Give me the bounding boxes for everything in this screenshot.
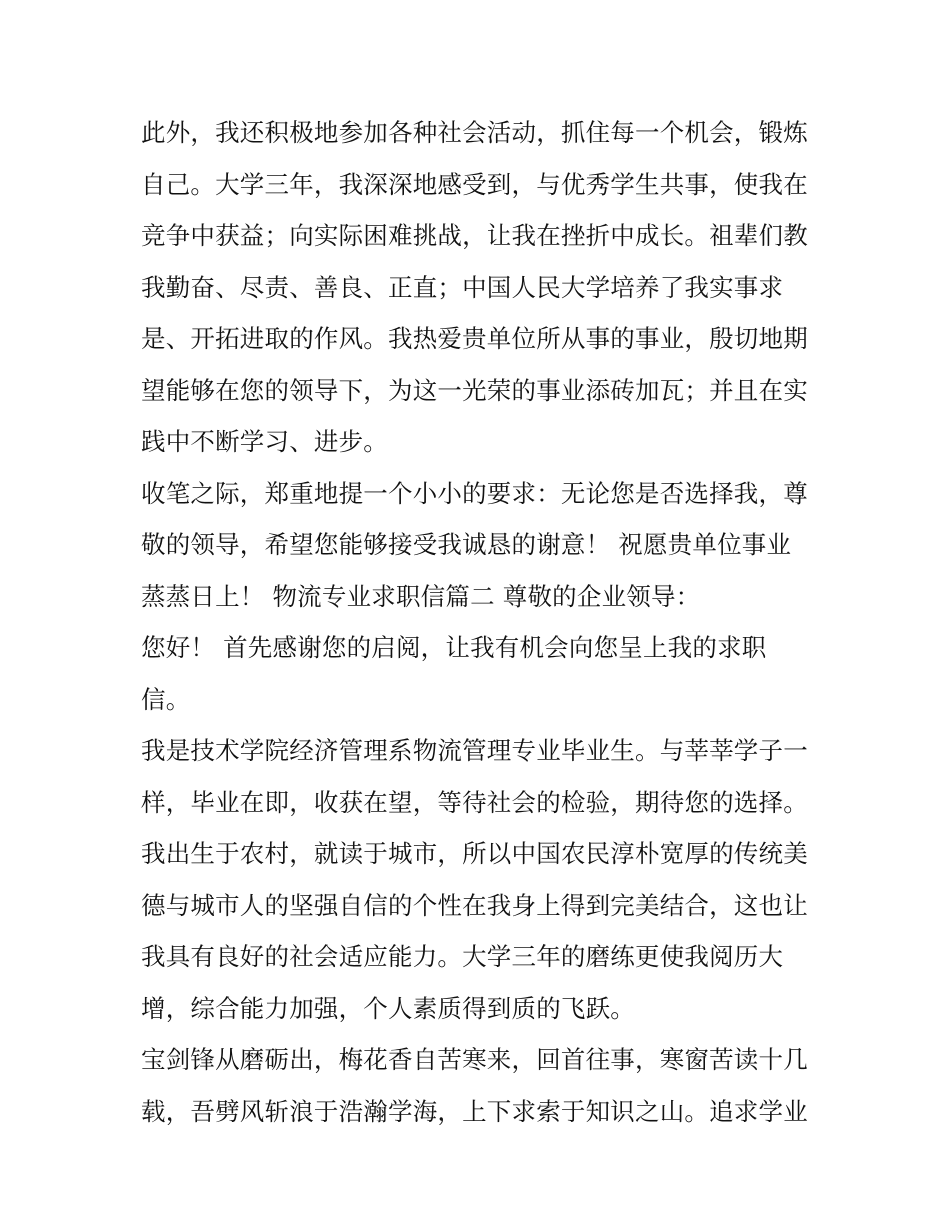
text-line: 您好！ 首先感谢您的启阅，让我有机会向您呈上我的求职: [141, 633, 767, 662]
text-line: 此外，我还积极地参加各种社会活动，抓住每一个机会，锻炼: [141, 118, 808, 147]
document-body: [141, 107, 841, 1137]
text-line: 敬的领导，希望您能够接受我诚恳的谢意！ 祝愿贵单位事业: [141, 530, 792, 559]
text-line: 宝剑锋从磨砺出，梅花香自苦寒来，回首往事，寒窗苦读十几: [141, 1045, 808, 1074]
text-line: 自己。大学三年，我深深地感受到，与优秀学生共事，使我在: [141, 169, 808, 199]
text-line: 样，毕业在即，收获在望，等待社会的检验，期待您的选择。: [141, 787, 808, 817]
text-line: 践中不断学习、进步。: [141, 427, 388, 456]
text-line: 望能够在您的领导下，为这一光荣的事业添砖加瓦；并且在实: [141, 375, 808, 405]
text-line: 增，综合能力加强，个人素质得到质的飞跃。: [141, 993, 635, 1023]
text-line: 我勤奋、尽责、善良、正直；中国人民大学培养了我实事求: [141, 272, 784, 302]
text-line: 信。: [141, 684, 191, 714]
text-line: 载，吾劈风斩浪于浩瀚学海，上下求索于知识之山。追求学业: [141, 1096, 808, 1126]
text-line: 我具有良好的社会适应能力。大学三年的磨练更使我阅历大: [141, 942, 784, 971]
text-line: 竞争中获益；向实际困难挑战，让我在挫折中成长。祖辈们教: [141, 221, 808, 250]
text-line: 收笔之际，郑重地提一个小小的要求：无论您是否选择我，尊: [141, 478, 808, 508]
text-line: 蒸蒸日上！ 物流专业求职信篇二 尊敬的企业领导：: [141, 581, 701, 611]
text-line: 是、开拓进取的作风。我热爱贵单位所从事的事业，殷切地期: [141, 324, 808, 353]
text-line: 德与城市人的坚强自信的个性在我身上得到完美结合，这也让: [141, 890, 808, 920]
text-line: 我出生于农村，就读于城市，所以中国农民淳朴宽厚的传统美: [141, 839, 808, 868]
text-line: 我是技术学院经济管理系物流管理专业毕业生。与莘莘学子一: [141, 736, 808, 765]
